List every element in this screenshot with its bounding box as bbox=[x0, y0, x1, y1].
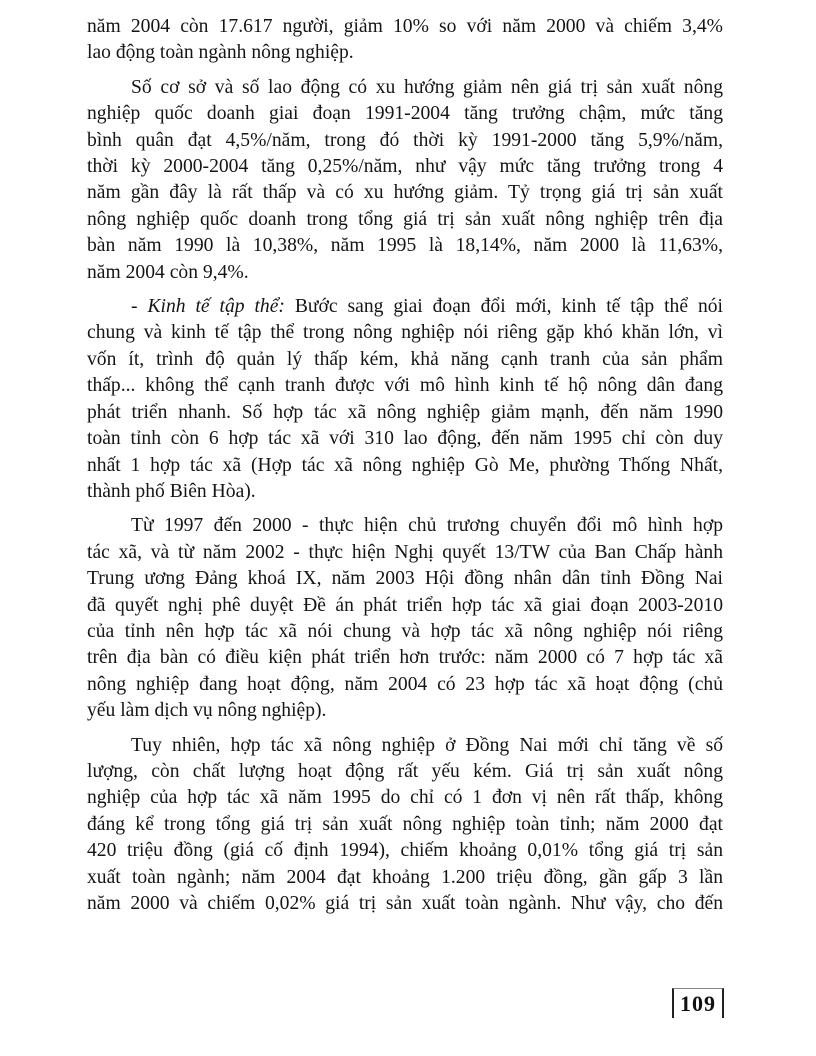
text-line: Tuy nhiên, hợp tác xã nông nghiệp ở Đồng Nai mới chỉ tăng về số bbox=[131, 734, 723, 756]
text-line: lượng, còn chất lượng hoạt động rất yếu kém. Giá trị sản xuất nông bbox=[87, 760, 723, 782]
text-line: trên địa bàn có điều kiện phát triển hơn trước: năm 2000 có 7 hợp tác xã bbox=[87, 647, 723, 669]
text-line: năm gần đây là rất thấp và có xu hướng giảm. Tỷ trọng giá trị sản xuất bbox=[87, 182, 723, 204]
paragraph bbox=[87, 75, 723, 286]
text-line: vốn ít, trình độ quản lý thấp kém, khả năng cạnh tranh của sản phẩm bbox=[87, 348, 723, 370]
text-line: Số cơ sở và số lao động có xu hướng giảm nên giá trị sản xuất nông bbox=[131, 76, 723, 98]
text-line: năm 2004 còn 9,4%. bbox=[87, 261, 249, 283]
text-line: nhất 1 hợp tác xã (Hợp tác xã nông nghiệp Gò Me, phường Thống Nhất, bbox=[87, 454, 723, 476]
body-text bbox=[87, 14, 723, 925]
paragraph bbox=[87, 733, 723, 918]
text-line: yếu làm dịch vụ nông nghiệp). bbox=[87, 700, 327, 722]
text-line: thành phố Biên Hòa). bbox=[87, 480, 256, 502]
text-line: 420 triệu đồng (giá cố định 1994), chiếm khoảng 0,01% tổng giá trị sản bbox=[87, 840, 723, 862]
text-line: nông nghiệp đang hoạt động, năm 2004 có 23 hợp tác xã hoạt động (chủ bbox=[87, 673, 723, 695]
text-line: Từ 1997 đến 2000 - thực hiện chủ trương chuyển đổi mô hình hợp bbox=[131, 515, 723, 537]
text-line: phát triển nhanh. Số hợp tác xã nông nghiệp giảm mạnh, đến năm 1990 bbox=[87, 401, 723, 423]
text-line bbox=[87, 294, 723, 320]
italic-heading: - Kinh tế tập thể: bbox=[131, 296, 285, 318]
text-line: nông nghiệp quốc doanh trong tổng giá trị sản xuất nông nghiệp trên địa bbox=[87, 208, 723, 230]
paragraph bbox=[87, 294, 723, 505]
text-line: bình quân đạt 4,5%/năm, trong đó thời kỳ 1991-2000 tăng 5,9%/năm, bbox=[87, 129, 723, 151]
text-line: của tỉnh nên hợp tác xã nói chung và hợp tác xã nông nghiệp nói riêng bbox=[87, 620, 723, 642]
text-line: tác xã, và từ năm 2002 - thực hiện Nghị quyết 13/TW của Ban Chấp hành bbox=[87, 541, 723, 563]
text-line: thấp... không thể cạnh tranh được với mô hình kinh tế hộ nông dân đang bbox=[87, 375, 723, 397]
text-line: đã quyết nghị phê duyệt Đề án phát triển hợp tác xã giai đoạn 2003-2010 bbox=[87, 594, 723, 616]
paragraph bbox=[87, 513, 723, 724]
text-line: Trung ương Đảng khoá IX, năm 2003 Hội đồng nhân dân tỉnh Đồng Nai bbox=[87, 568, 723, 590]
text-line: lao động toàn ngành nông nghiệp. bbox=[87, 42, 354, 64]
text-line: năm 2000 và chiếm 0,02% giá trị sản xuất toàn ngành. Như vậy, cho đến bbox=[87, 893, 723, 914]
text-line: năm 2004 còn 17.617 người, giảm 10% so với năm 2000 và chiếm 3,4% bbox=[87, 16, 723, 37]
paragraph bbox=[87, 14, 723, 67]
text-line: bàn năm 1990 là 10,38%, năm 1995 là 18,14%, năm 2000 là 11,63%, bbox=[87, 235, 723, 257]
text-line: đáng kể trong tổng giá trị sản xuất nông nghiệp toàn tỉnh; năm 2000 đạt bbox=[87, 813, 723, 835]
text-line: toàn tỉnh còn 6 hợp tác xã với 310 lao động, đến năm 1995 chỉ còn duy bbox=[87, 428, 723, 450]
text-span: Bước sang giai đoạn đổi mới, kinh tế tập thể nói bbox=[284, 296, 723, 318]
text-line: xuất toàn ngành; năm 2004 đạt khoảng 1.200 triệu đồng, gần gấp 3 lần bbox=[87, 866, 723, 888]
text-line: nghiệp của hợp tác xã năm 1995 do chỉ có 1 đơn vị nên rất thấp, không bbox=[87, 787, 723, 809]
text-line: nghiệp quốc doanh giai đoạn 1991-2004 tăng trưởng chậm, mức tăng bbox=[87, 103, 723, 125]
text-line: chung và kinh tế tập thể trong nông nghiệp nói riêng gặp khó khăn lớn, vì bbox=[87, 322, 723, 344]
page-number: 109 bbox=[672, 988, 724, 1018]
text-line: thời kỳ 2000-2004 tăng 0,25%/năm, như vậy mức tăng trưởng trong 4 bbox=[87, 156, 723, 178]
